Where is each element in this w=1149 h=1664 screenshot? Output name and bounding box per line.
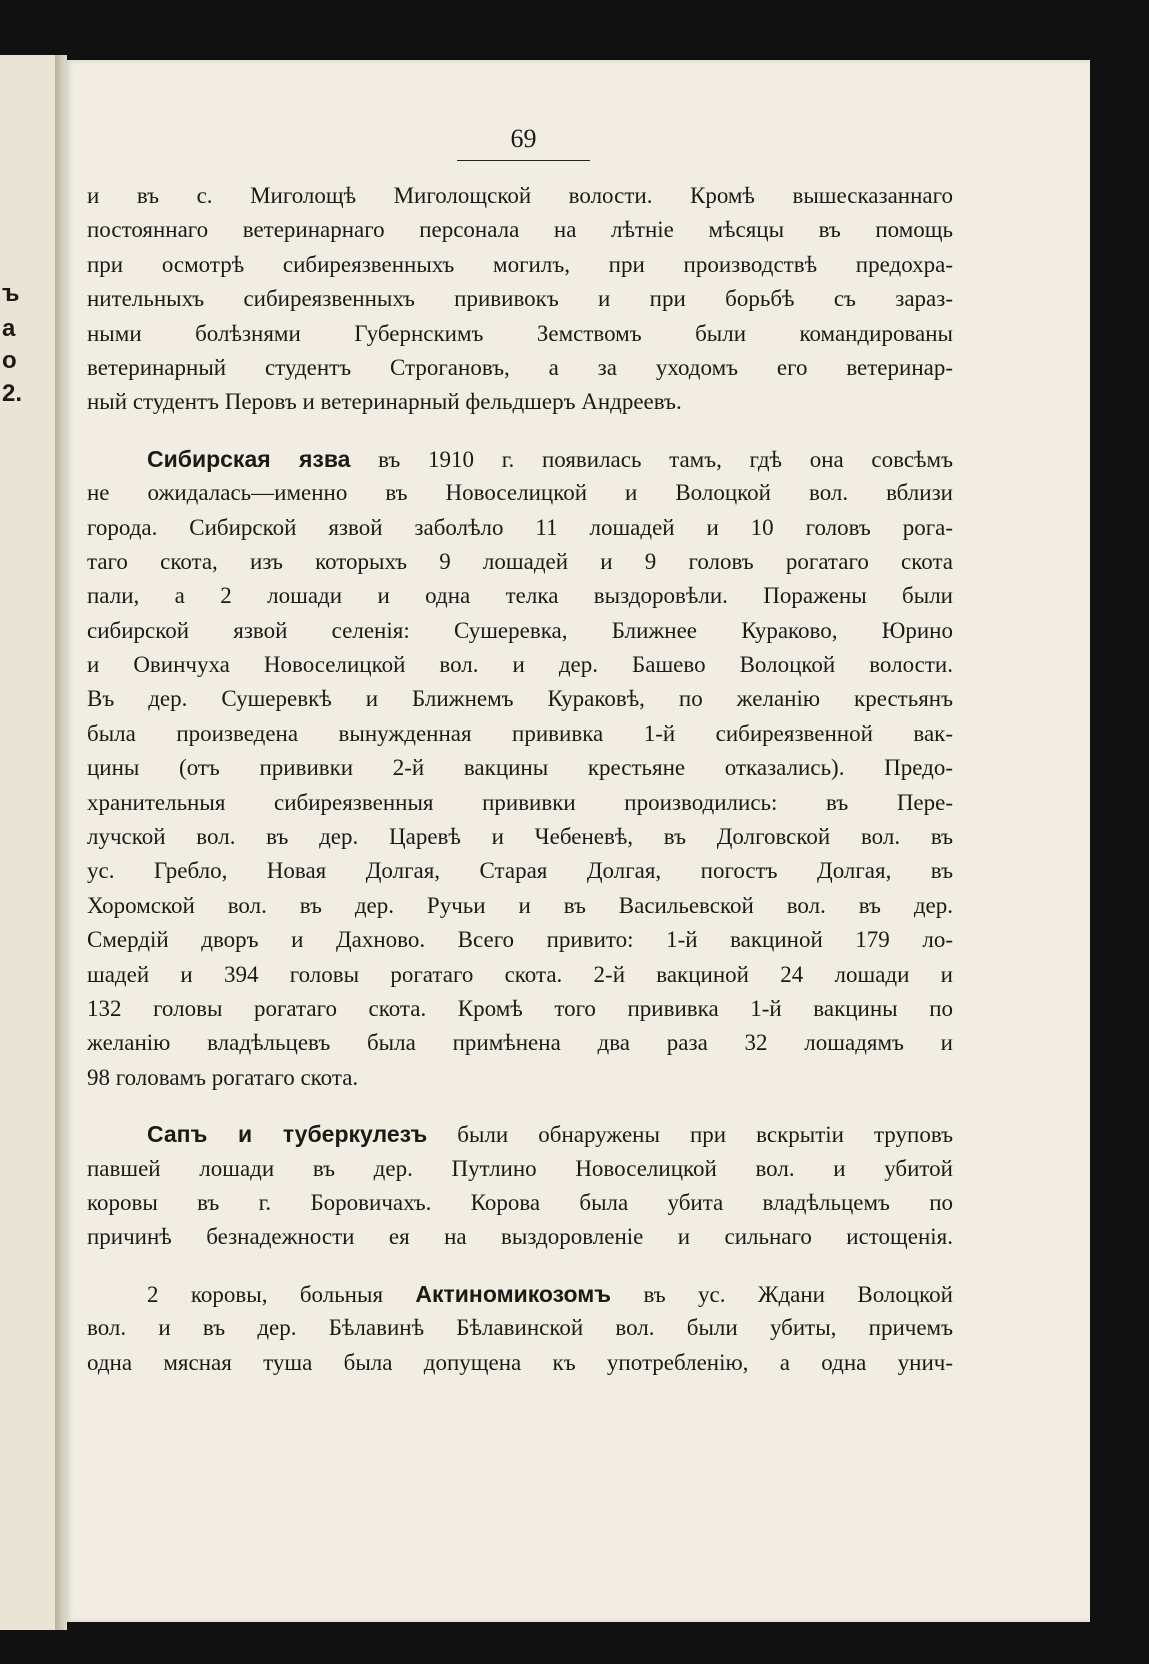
left-page-fragment: о: [2, 347, 17, 374]
text-line: [87, 1117, 953, 1151]
text-line: вол. и въ дер. Бѣлавинѣ Бѣлавинской вол. были убиты, причемъ: [87, 1315, 953, 1341]
left-page-fragment: 2.: [2, 380, 23, 407]
text-line: коровы въ г. Боровичахъ. Корова была убита владѣльцемъ по: [87, 1189, 953, 1215]
text-run: въ ус. Ждани Волоцкой: [611, 1281, 953, 1307]
body-text: [87, 179, 953, 1380]
text-line: 98 головамъ рогатаго скота.: [87, 1064, 359, 1090]
text-line: была произведена вынужденная прививка 1-й сибиреязвенной вак-: [87, 720, 953, 746]
text-line: шадей и 394 головы рогатаго скота. 2-й вакциной 24 лошади и: [87, 961, 953, 987]
header-rule: [457, 160, 590, 161]
text-run: 2 коровы, больныя: [147, 1281, 416, 1307]
text-line: цины (отъ прививки 2-й вакцины крестьяне отказались). Предо-: [87, 755, 953, 781]
left-page-fragment: ъ: [2, 280, 20, 307]
text-line: павшей лошади въ дер. Путлино Новоселицкой вол. и убитой: [87, 1155, 953, 1181]
text-line: ными болѣзнями Губернскимъ Земствомъ были командированы: [87, 320, 953, 346]
section-heading: Сапъ и туберкулезъ: [147, 1121, 428, 1148]
text-run: были обнаружены при вскрытіи труповъ: [427, 1122, 953, 1148]
text-line: сибирской язвой селенія: Сушеревка, Ближнее Кураково, Юрино: [87, 617, 953, 643]
text-line: Хоромской вол. въ дер. Ручьи и въ Васильевской вол. въ дер.: [87, 892, 953, 918]
paragraph-anthrax: [87, 442, 953, 1095]
text-line: [87, 1277, 953, 1311]
paragraph-glanders: [87, 1117, 953, 1255]
page-header: [457, 124, 590, 161]
text-line: одна мясная туша была допущена къ употребленію, а одна унич-: [87, 1349, 953, 1375]
text-line: нительныхъ сибиреязвенныхъ прививокъ и при борьбѣ съ зараз-: [87, 286, 953, 312]
text-line: 132 головы рогатаго скота. Кромѣ того прививка 1-й вакцины по: [87, 995, 953, 1021]
page-number: 69: [510, 124, 537, 153]
text-line: города. Сибирской язвой заболѣло 11 лошадей и 10 головъ рога-: [87, 514, 953, 540]
text-line: Смердій дворъ и Дахново. Всего привито: 1-й вакциной 179 ло-: [87, 927, 953, 953]
text-line: ветеринарный студентъ Строгановъ, а за уходомъ его ветеринар-: [87, 354, 953, 380]
text-line: лучской вол. въ дер. Царевѣ и Чебеневѣ, въ Долговской вол. въ: [87, 824, 953, 850]
section-heading: Сибирская язва: [147, 445, 351, 472]
text-line: постояннаго ветеринарнаго персонала на лѣтніе мѣсяцы въ помощь: [87, 217, 953, 243]
text-line: таго скота, изъ которыхъ 9 лошадей и 9 головъ рогатаго скота: [87, 548, 953, 574]
text-line: при осмотрѣ сибиреязвенныхъ могилъ, при производствѣ предохра-: [87, 251, 953, 277]
text-line: не ожидалась—именно въ Новоселицкой и Волоцкой вол. вблизи: [87, 480, 953, 506]
text-line: ный студентъ Перовъ и ветеринарный фельдшеръ Андреевъ.: [87, 389, 682, 415]
text-line: желанію владѣльцевъ была примѣнена два раза 32 лошадямъ и: [87, 1030, 953, 1056]
section-heading: Актиномикозомъ: [415, 1280, 612, 1307]
text-line: и въ с. Миголощѣ Миголощской волости. Кромѣ вышесказаннаго: [87, 183, 953, 208]
text-line: и Овинчуха Новоселицкой вол. и дер. Башево Волоцкой волости.: [87, 652, 953, 678]
text-line: ус. Гребло, Новая Долгая, Старая Долгая, погостъ Долгая, въ: [87, 858, 953, 884]
text-run: въ 1910 г. появилась тамъ, гдѣ она совсѣмъ: [350, 446, 953, 472]
left-page-edge: [0, 55, 55, 1630]
paragraph-veterinary-staff: [87, 179, 953, 420]
text-line: [87, 442, 953, 476]
left-page-fragment: а: [2, 315, 16, 342]
text-line: пали, а 2 лошади и одна телка выздоровѣли. Поражены были: [87, 583, 953, 609]
text-line: хранительныя сибиреязвенныя прививки производились: въ Пере-: [87, 789, 953, 815]
paragraph-actinomycosis: [87, 1277, 953, 1380]
text-line: причинѣ безнадежности ея на выздоровленіе и сильнаго истощенія.: [87, 1224, 953, 1250]
text-line: Въ дер. Сушеревкѣ и Ближнемъ Кураковѣ, по желанію крестьянъ: [87, 686, 953, 712]
